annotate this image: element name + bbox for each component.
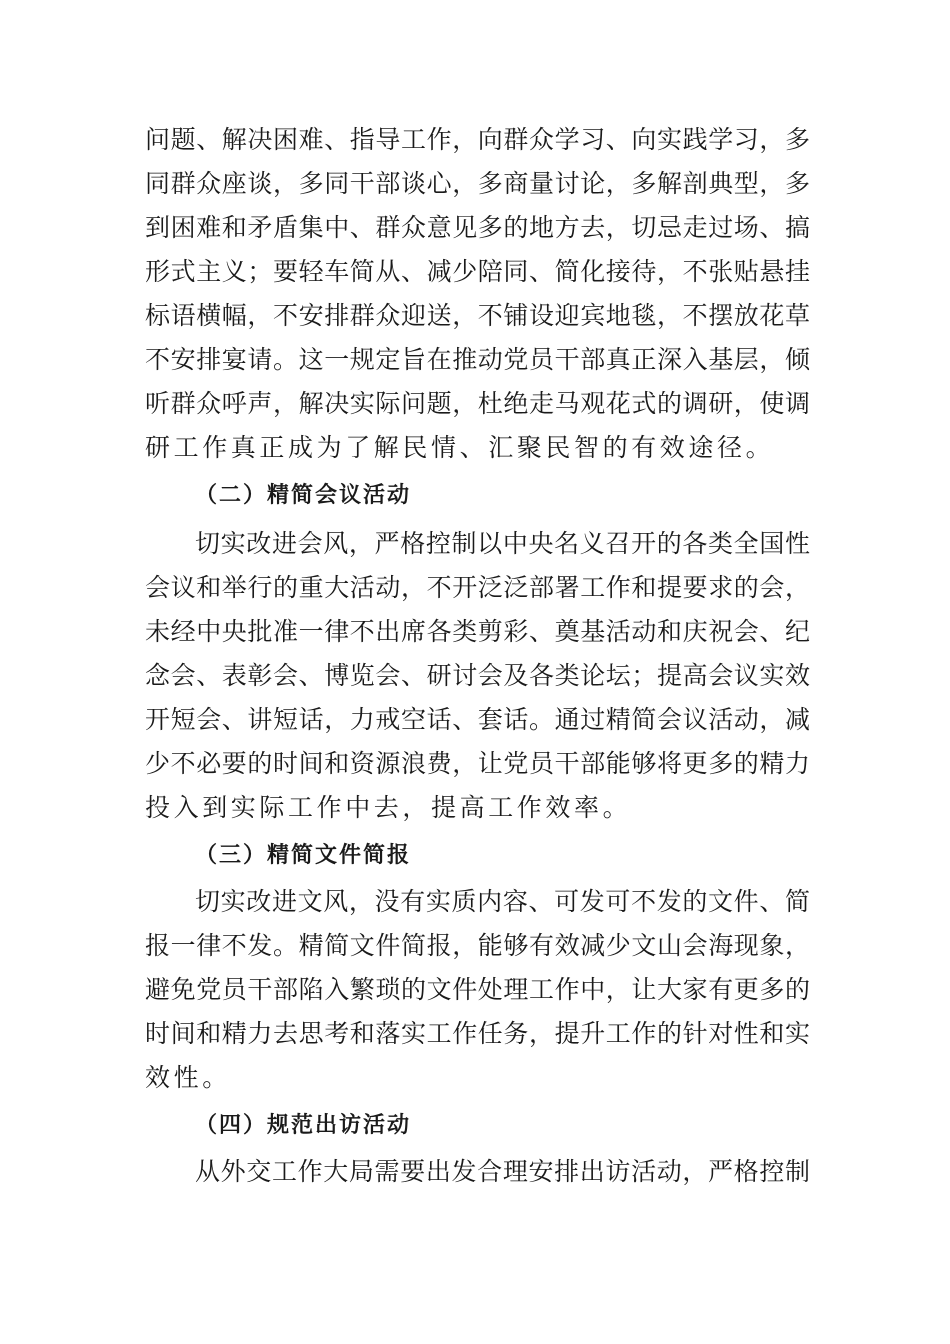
- paragraph-1-line-6: 不安排宴请。这一规定旨在推动党员干部真正深入基层，倾: [145, 345, 810, 374]
- paragraph-2-line-7: 投入到实际工作中去，提高工作效率。: [145, 793, 632, 822]
- paragraph-1-line-5: 标语横幅，不安排群众迎送，不铺设迎宾地毯，不摆放花草: [145, 301, 810, 330]
- paragraph-2-line-4: 念会、表彰会、博览会、研讨会及各类论坛；提高会议实效: [145, 661, 810, 690]
- section-heading-2: （二）精简会议活动: [195, 483, 412, 508]
- paragraph-2-line-1: 切实改进会风，严格控制以中央名义召开的各类全国性: [195, 529, 810, 558]
- paragraph-3-line-1: 切实改进文风，没有实质内容、可发可不发的文件、简: [195, 887, 810, 916]
- paragraph-1-line-4: 形式主义；要轻车简从、减少陪同、简化接待，不张贴悬挂: [145, 257, 810, 286]
- paragraph-4-line-1: 从外交工作大局需要出发合理安排出访活动，严格控制: [195, 1157, 810, 1186]
- paragraph-1-line-3: 到困难和矛盾集中、群众意见多的地方去，切忌走过场、搞: [145, 213, 810, 242]
- paragraph-2-line-5: 开短会、讲短话，力戒空话、套话。通过精简会议活动，减: [145, 705, 810, 734]
- paragraph-3-line-5: 效性。: [145, 1063, 231, 1092]
- paragraph-2-line-3: 未经中央批准一律不出席各类剪彩、奠基活动和庆祝会、纪: [145, 617, 810, 646]
- paragraph-1-line-7: 听群众呼声，解决实际问题，杜绝走马观花式的调研，使调: [145, 389, 810, 418]
- paragraph-2-line-6: 少不必要的时间和资源浪费，让党员干部能够将更多的精力: [145, 749, 810, 778]
- section-heading-3: （三）精简文件简报: [195, 843, 412, 868]
- paragraph-3-line-3: 避免党员干部陷入繁琐的文件处理工作中，让大家有更多的: [145, 975, 810, 1004]
- paragraph-2-line-2: 会议和举行的重大活动，不开泛泛部署工作和提要求的会，: [145, 573, 810, 602]
- paragraph-3-line-4: 时间和精力去思考和落实工作任务，提升工作的针对性和实: [145, 1019, 810, 1048]
- paragraph-1-line-8: 研工作真正成为了解民情、汇聚民智的有效途径。: [145, 433, 775, 462]
- section-heading-4: （四）规范出访活动: [195, 1113, 412, 1138]
- paragraph-1-line-1: 问题、解决困难、指导工作，向群众学习、向实践学习，多: [145, 125, 810, 154]
- paragraph-1-line-2: 同群众座谈，多同干部谈心，多商量讨论，多解剖典型，多: [145, 169, 810, 198]
- paragraph-3-line-2: 报一律不发。精简文件简报，能够有效减少文山会海现象，: [145, 931, 810, 960]
